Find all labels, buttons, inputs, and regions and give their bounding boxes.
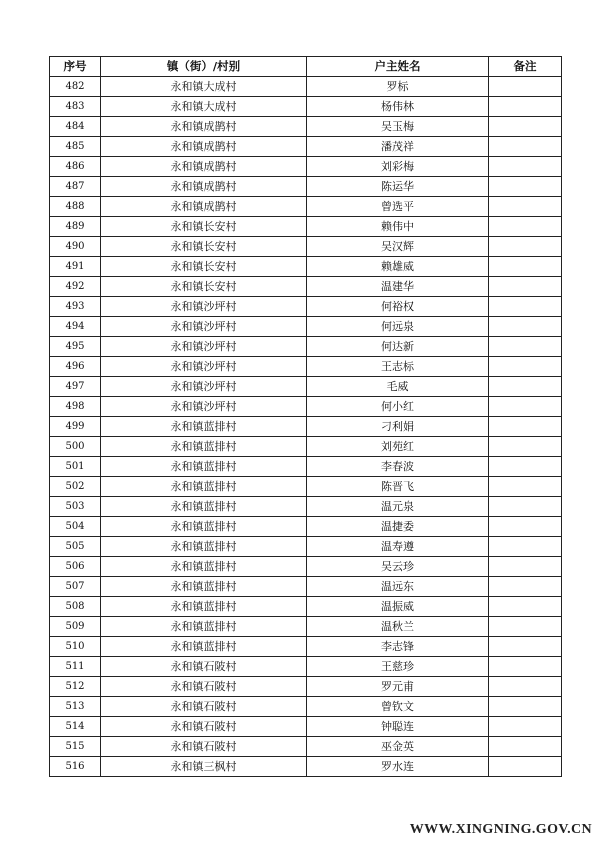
table-row [50, 237, 562, 257]
table-row [50, 457, 562, 477]
website-footer: WWW.XINGNING.GOV.CN [409, 822, 592, 837]
cell-village: 永和镇石陂村 [101, 697, 307, 717]
table-row [50, 177, 562, 197]
cell-remark [489, 377, 562, 397]
cell-remark [489, 97, 562, 117]
cell-name: 刘苑红 [307, 437, 489, 457]
cell-village: 永和镇蓝排村 [101, 497, 307, 517]
cell-name: 潘茂祥 [307, 137, 489, 157]
cell-village: 永和镇长安村 [101, 217, 307, 237]
cell-seq: 510 [50, 637, 101, 657]
cell-name: 吴云珍 [307, 557, 489, 577]
cell-village: 永和镇蓝排村 [101, 517, 307, 537]
cell-remark [489, 417, 562, 437]
cell-remark [489, 177, 562, 197]
cell-village: 永和镇成鹊村 [101, 157, 307, 177]
cell-seq: 505 [50, 537, 101, 557]
table-row [50, 77, 562, 97]
cell-village: 永和镇沙坪村 [101, 297, 307, 317]
cell-seq: 508 [50, 597, 101, 617]
table-row [50, 737, 562, 757]
cell-seq: 516 [50, 757, 101, 777]
cell-village: 永和镇蓝排村 [101, 477, 307, 497]
cell-seq: 506 [50, 557, 101, 577]
cell-seq: 500 [50, 437, 101, 457]
cell-name: 罗水连 [307, 757, 489, 777]
cell-seq: 494 [50, 317, 101, 337]
cell-village: 永和镇蓝排村 [101, 617, 307, 637]
cell-seq: 511 [50, 657, 101, 677]
header-remark: 备注 [489, 57, 562, 77]
table-row [50, 137, 562, 157]
cell-name: 李春波 [307, 457, 489, 477]
cell-remark [489, 657, 562, 677]
table-row [50, 537, 562, 557]
cell-seq: 483 [50, 97, 101, 117]
table-row [50, 497, 562, 517]
table-row [50, 757, 562, 777]
cell-remark [489, 117, 562, 137]
table-row [50, 597, 562, 617]
cell-village: 永和镇大成村 [101, 97, 307, 117]
cell-seq: 496 [50, 357, 101, 377]
table-row [50, 637, 562, 657]
cell-seq: 495 [50, 337, 101, 357]
cell-remark [489, 357, 562, 377]
table-row [50, 157, 562, 177]
cell-seq: 512 [50, 677, 101, 697]
table-row [50, 337, 562, 357]
cell-seq: 489 [50, 217, 101, 237]
cell-name: 吴玉梅 [307, 117, 489, 137]
cell-village: 永和镇沙坪村 [101, 377, 307, 397]
cell-remark [489, 137, 562, 157]
cell-remark [489, 277, 562, 297]
table-row [50, 317, 562, 337]
cell-seq: 515 [50, 737, 101, 757]
table-row [50, 517, 562, 537]
cell-seq: 488 [50, 197, 101, 217]
cell-village: 永和镇沙坪村 [101, 397, 307, 417]
cell-name: 吴汉辉 [307, 237, 489, 257]
cell-name: 温捷委 [307, 517, 489, 537]
cell-village: 永和镇蓝排村 [101, 417, 307, 437]
cell-seq: 497 [50, 377, 101, 397]
table-row [50, 677, 562, 697]
table-row [50, 197, 562, 217]
table-row [50, 657, 562, 677]
cell-village: 永和镇蓝排村 [101, 577, 307, 597]
cell-name: 何裕权 [307, 297, 489, 317]
table-row [50, 277, 562, 297]
cell-remark [489, 77, 562, 97]
cell-name: 刘彩梅 [307, 157, 489, 177]
cell-village: 永和镇成鹊村 [101, 117, 307, 137]
cell-remark [489, 217, 562, 237]
cell-village: 永和镇三枫村 [101, 757, 307, 777]
cell-seq: 509 [50, 617, 101, 637]
cell-seq: 490 [50, 237, 101, 257]
cell-village: 永和镇沙坪村 [101, 357, 307, 377]
table-row [50, 357, 562, 377]
cell-remark [489, 437, 562, 457]
cell-seq: 482 [50, 77, 101, 97]
cell-village: 永和镇沙坪村 [101, 337, 307, 357]
cell-name: 巫金英 [307, 737, 489, 757]
cell-seq: 507 [50, 577, 101, 597]
cell-remark [489, 197, 562, 217]
cell-remark [489, 577, 562, 597]
table-row [50, 377, 562, 397]
cell-village: 永和镇长安村 [101, 257, 307, 277]
cell-name: 何小红 [307, 397, 489, 417]
cell-remark [489, 557, 562, 577]
header-name: 户主姓名 [307, 57, 489, 77]
cell-seq: 501 [50, 457, 101, 477]
table-row [50, 117, 562, 137]
cell-name: 曾选平 [307, 197, 489, 217]
cell-village: 永和镇成鹊村 [101, 137, 307, 157]
cell-remark [489, 517, 562, 537]
table-row [50, 297, 562, 317]
table-row [50, 257, 562, 277]
cell-seq: 502 [50, 477, 101, 497]
table-row [50, 617, 562, 637]
table-header-row [50, 57, 562, 77]
cell-name: 曾钦文 [307, 697, 489, 717]
table-row [50, 217, 562, 237]
cell-name: 温元泉 [307, 497, 489, 517]
cell-remark [489, 457, 562, 477]
cell-village: 永和镇蓝排村 [101, 557, 307, 577]
cell-seq: 485 [50, 137, 101, 157]
cell-remark [489, 477, 562, 497]
cell-village: 永和镇蓝排村 [101, 537, 307, 557]
cell-remark [489, 637, 562, 657]
cell-name: 何远泉 [307, 317, 489, 337]
cell-seq: 503 [50, 497, 101, 517]
cell-remark [489, 337, 562, 357]
cell-village: 永和镇蓝排村 [101, 637, 307, 657]
cell-village: 永和镇大成村 [101, 77, 307, 97]
cell-remark [489, 157, 562, 177]
cell-name: 刁利娟 [307, 417, 489, 437]
cell-remark [489, 737, 562, 757]
table-row [50, 97, 562, 117]
cell-village: 永和镇石陂村 [101, 657, 307, 677]
cell-remark [489, 597, 562, 617]
cell-village: 永和镇石陂村 [101, 677, 307, 697]
cell-remark [489, 497, 562, 517]
cell-name: 何达新 [307, 337, 489, 357]
cell-village: 永和镇成鹊村 [101, 197, 307, 217]
cell-name: 温建华 [307, 277, 489, 297]
cell-village: 永和镇石陂村 [101, 717, 307, 737]
cell-remark [489, 237, 562, 257]
cell-name: 杨伟林 [307, 97, 489, 117]
cell-village: 永和镇蓝排村 [101, 457, 307, 477]
header-seq: 序号 [50, 57, 101, 77]
cell-seq: 484 [50, 117, 101, 137]
cell-name: 陈晋飞 [307, 477, 489, 497]
cell-village: 永和镇沙坪村 [101, 317, 307, 337]
cell-seq: 498 [50, 397, 101, 417]
table-row [50, 717, 562, 737]
cell-village: 永和镇长安村 [101, 237, 307, 257]
cell-seq: 487 [50, 177, 101, 197]
cell-name: 王慈珍 [307, 657, 489, 677]
cell-name: 钟聪连 [307, 717, 489, 737]
cell-remark [489, 697, 562, 717]
household-table [49, 56, 562, 777]
cell-village: 永和镇长安村 [101, 277, 307, 297]
cell-remark [489, 757, 562, 777]
table-row [50, 697, 562, 717]
table-row [50, 397, 562, 417]
cell-remark [489, 617, 562, 637]
cell-village: 永和镇蓝排村 [101, 597, 307, 617]
cell-name: 罗元甫 [307, 677, 489, 697]
table-row [50, 557, 562, 577]
cell-name: 李志锋 [307, 637, 489, 657]
cell-remark [489, 317, 562, 337]
cell-seq: 504 [50, 517, 101, 537]
cell-name: 温秋兰 [307, 617, 489, 637]
cell-remark [489, 397, 562, 417]
cell-remark [489, 297, 562, 317]
table-row [50, 417, 562, 437]
cell-seq: 513 [50, 697, 101, 717]
table-row [50, 477, 562, 497]
cell-name: 赖伟中 [307, 217, 489, 237]
cell-remark [489, 717, 562, 737]
cell-seq: 499 [50, 417, 101, 437]
cell-seq: 491 [50, 257, 101, 277]
cell-name: 温振威 [307, 597, 489, 617]
cell-name: 陈运华 [307, 177, 489, 197]
cell-seq: 514 [50, 717, 101, 737]
cell-remark [489, 677, 562, 697]
cell-name: 王志标 [307, 357, 489, 377]
cell-name: 毛威 [307, 377, 489, 397]
cell-name: 罗标 [307, 77, 489, 97]
cell-remark [489, 257, 562, 277]
table-row [50, 577, 562, 597]
cell-village: 永和镇蓝排村 [101, 437, 307, 457]
cell-seq: 486 [50, 157, 101, 177]
cell-name: 赖雄威 [307, 257, 489, 277]
cell-seq: 493 [50, 297, 101, 317]
header-village: 镇（街）/村别 [101, 57, 307, 77]
cell-name: 温远东 [307, 577, 489, 597]
table-row [50, 437, 562, 457]
cell-name: 温寿遵 [307, 537, 489, 557]
cell-village: 永和镇石陂村 [101, 737, 307, 757]
cell-village: 永和镇成鹊村 [101, 177, 307, 197]
cell-remark [489, 537, 562, 557]
cell-seq: 492 [50, 277, 101, 297]
